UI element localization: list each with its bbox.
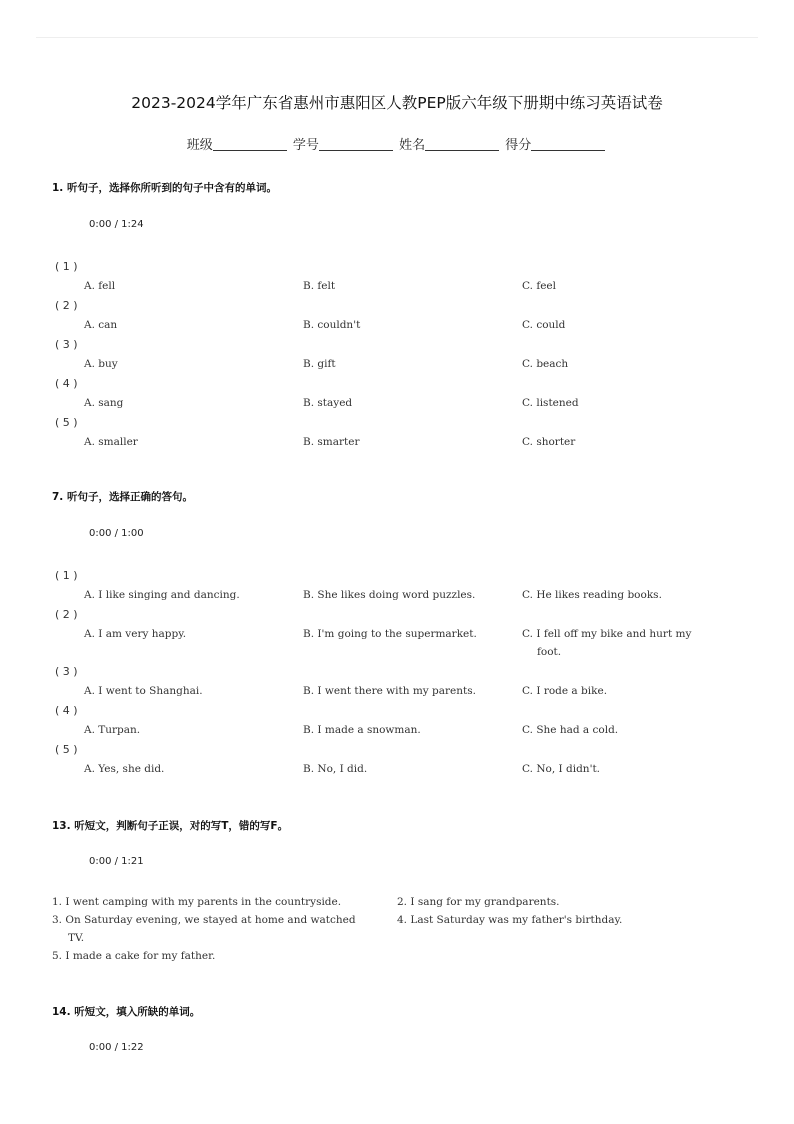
q7-item-5-option-c[interactable]: C. No, I didn't. [522, 763, 601, 775]
q7-item-2-number: ( 2 ) [55, 608, 78, 621]
score-label: 得分 [505, 138, 532, 153]
q7-item-2-option-c-continued[interactable]: foot. [537, 646, 562, 658]
q13-statement-4: 4. Last Saturday was my father's birthday. [397, 914, 623, 926]
q13-statement-5: 5. I made a cake for my father. [52, 950, 216, 962]
q7-item-3-option-c[interactable]: C. I rode a bike. [522, 685, 608, 697]
question-14-heading: 14. 听短文，填入所缺的单词。 [52, 1006, 201, 1018]
q1-item-2-option-c[interactable]: C. could [522, 319, 566, 331]
q7-item-4-option-c[interactable]: C. She had a cold. [522, 724, 619, 736]
q1-item-3-number: ( 3 ) [55, 338, 78, 351]
q1-item-4-option-a[interactable]: A. sang [84, 397, 124, 409]
q7-item-4-option-a[interactable]: A. Turpan. [84, 724, 141, 736]
q7-item-1-option-a[interactable]: A. I like singing and dancing. [84, 589, 240, 601]
question-13-audio-player[interactable]: 0:00 / 1:21 [89, 856, 144, 867]
q1-item-1-number: ( 1 ) [55, 260, 78, 273]
q1-item-1-option-a[interactable]: A. fell [84, 280, 116, 292]
q1-item-4-number: ( 4 ) [55, 377, 78, 390]
question-13-heading: 13. 听短文，判断句子正误，对的写T，错的写F。 [52, 820, 289, 832]
question-7-heading: 7. 听句子，选择正确的答句。 [52, 491, 193, 503]
q13-statement-3: 3. On Saturday evening, we stayed at home and watched [52, 914, 356, 926]
name-label: 姓名 [399, 138, 426, 153]
score-blank[interactable] [531, 137, 605, 151]
q7-item-3-number: ( 3 ) [55, 665, 78, 678]
question-14-audio-player[interactable]: 0:00 / 1:22 [89, 1042, 144, 1053]
q13-statement-2: 2. I sang for my grandparents. [397, 896, 560, 908]
class-blank[interactable] [213, 137, 287, 151]
class-label: 班级 [186, 138, 213, 153]
q1-item-3-option-b[interactable]: B. gift [303, 358, 336, 370]
q1-item-5-option-c[interactable]: C. shorter [522, 436, 576, 448]
q1-item-5-option-a[interactable]: A. smaller [84, 436, 138, 448]
q7-item-4-option-b[interactable]: B. I made a snowman. [303, 724, 421, 736]
q1-item-3-option-a[interactable]: A. buy [84, 358, 118, 370]
q7-item-3-option-a[interactable]: A. I went to Shanghai. [84, 685, 203, 697]
q1-item-1-option-b[interactable]: B. felt [303, 280, 336, 292]
q1-item-5-number: ( 5 ) [55, 416, 78, 429]
header-divider [36, 37, 758, 38]
question-1-heading: 1. 听句子，选择你所听到的句子中含有的单词。 [52, 182, 277, 194]
page-title: 2023-2024学年广东省惠州市惠阳区人教PEP版六年级下册期中练习英语试卷 [131, 94, 663, 112]
question-1-audio-player[interactable]: 0:00 / 1:24 [89, 219, 144, 230]
q7-item-5-number: ( 5 ) [55, 743, 78, 756]
q7-item-3-option-b[interactable]: B. I went there with my parents. [303, 685, 476, 697]
q13-statement-3-continued: TV. [68, 932, 85, 944]
q1-item-2-option-b[interactable]: B. couldn't [303, 319, 361, 331]
name-blank[interactable] [425, 137, 499, 151]
question-7-audio-player[interactable]: 0:00 / 1:00 [89, 528, 144, 539]
q1-item-4-option-c[interactable]: C. listened [522, 397, 579, 409]
q1-item-1-option-c[interactable]: C. feel [522, 280, 557, 292]
q7-item-2-option-a[interactable]: A. I am very happy. [84, 628, 187, 640]
student-number-label: 学号 [292, 138, 319, 153]
q7-item-1-number: ( 1 ) [55, 569, 78, 582]
q1-item-2-option-a[interactable]: A. can [84, 319, 118, 331]
q13-statement-1: 1. I went camping with my parents in the countryside. [52, 896, 342, 908]
q7-item-1-option-b[interactable]: B. She likes doing word puzzles. [303, 589, 476, 601]
q7-item-4-number: ( 4 ) [55, 704, 78, 717]
q7-item-2-option-b[interactable]: B. I'm going to the supermarket. [303, 628, 477, 640]
q7-item-2-option-c[interactable]: C. I fell off my bike and hurt my [522, 628, 692, 640]
q7-item-1-option-c[interactable]: C. He likes reading books. [522, 589, 662, 601]
q1-item-2-number: ( 2 ) [55, 299, 78, 312]
student-number-blank[interactable] [319, 137, 393, 151]
q1-item-4-option-b[interactable]: B. stayed [303, 397, 353, 409]
q1-item-3-option-c[interactable]: C. beach [522, 358, 569, 370]
q7-item-5-option-b[interactable]: B. No, I did. [303, 763, 368, 775]
q1-item-5-option-b[interactable]: B. smarter [303, 436, 360, 448]
student-info-line [0, 134, 794, 153]
q7-item-5-option-a[interactable]: A. Yes, she did. [84, 763, 165, 775]
